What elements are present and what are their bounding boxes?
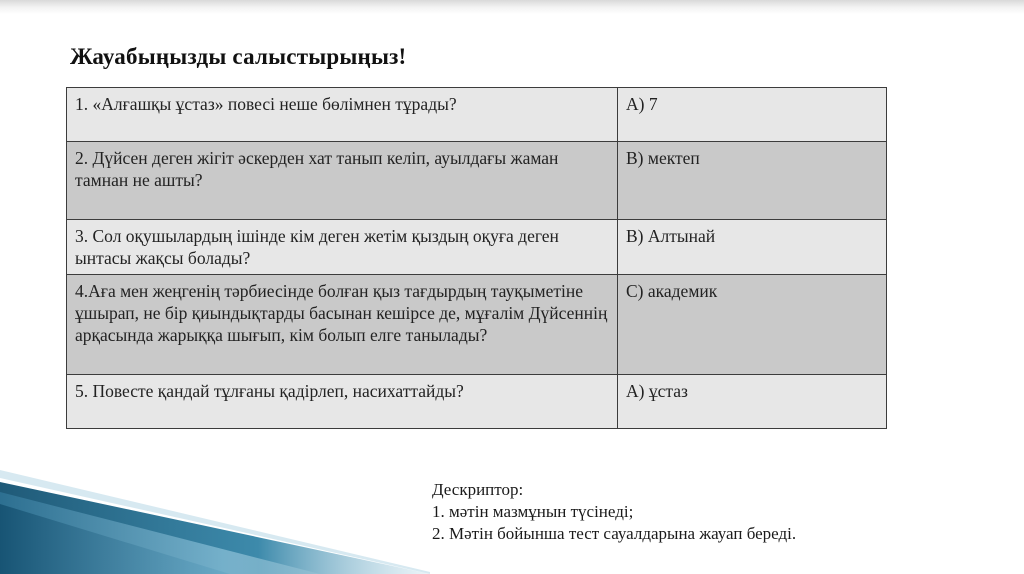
answer-cell: С) академик [618, 275, 887, 375]
question-cell: 2. Дүйсен деген жігіт әскерден хат танып келіп, ауылдағы жаман тамнан не ашты? [67, 142, 618, 220]
answer-cell: А) 7 [618, 88, 887, 142]
top-shadow [0, 0, 1024, 14]
question-cell: 5. Повесте қандай тұлғаны қадірлеп, насихаттайды? [67, 375, 618, 429]
answer-cell: А) ұстаз [618, 375, 887, 429]
question-cell: 3. Сол оқушылардың ішінде кім деген жетім қыздың оқуға деген ынтасы жақсы болады? [67, 220, 618, 275]
table-row [67, 375, 887, 429]
slide-title: Жауабыңызды салыстырыңыз! [70, 44, 407, 69]
quiz-table [66, 87, 887, 429]
table-row [67, 88, 887, 142]
table-row [67, 142, 887, 220]
question-cell: 1. «Алғашқы ұстаз» повесі неше бөлімнен тұрады? [67, 88, 618, 142]
answer-cell: В) Алтынай [618, 220, 887, 275]
descriptor-item: 2. Мәтін бойынша тест сауалдарына жауап береді. [432, 524, 797, 543]
table-row [67, 275, 887, 375]
descriptor-heading: Дескриптор: [432, 480, 524, 499]
question-cell: 4.Аға мен жеңгенің тәрбиесінде болған қыз тағдырдың тауқыметіне ұшырап, не бір қиындықтарды басынан кешірсе де, мұғалім Дүйсеннің арқасында жарыққа шығып, кім болып елге танылады? [67, 275, 618, 375]
answer-cell: В) мектеп [618, 142, 887, 220]
decorative-stripes [0, 470, 430, 574]
descriptor-block [432, 479, 796, 545]
descriptor-item: 1. мәтін мазмұнын түсінеді; [432, 502, 634, 521]
table-row [67, 220, 887, 275]
